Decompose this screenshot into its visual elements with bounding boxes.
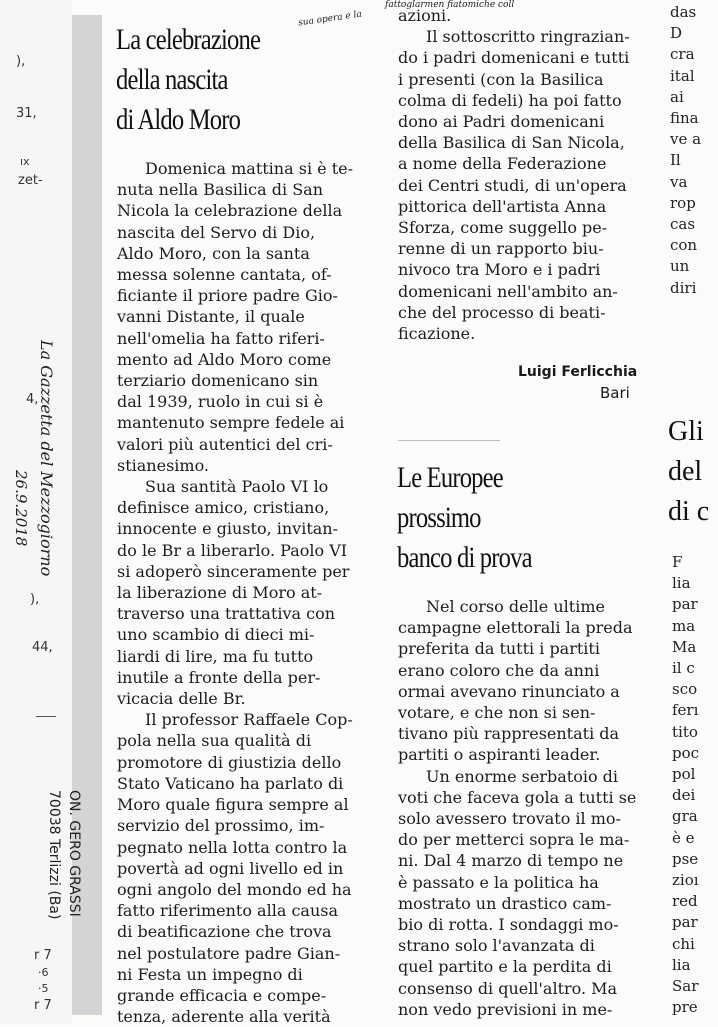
handwritten-source-note: La Gazzetta del Mezzogiorno [37, 340, 56, 577]
text-line: ma [672, 616, 696, 635]
margin-number: zet- [18, 173, 43, 188]
text-line: dei [672, 786, 696, 805]
handwritten-top-note-2: fattoglarmen fiatomiche coll [385, 0, 515, 10]
article1-continuation [398, 5, 638, 344]
text-line: do i padri domenicani e tutti [398, 48, 630, 68]
text-line: par [672, 913, 698, 932]
article2-headline [397, 458, 532, 578]
text-line: vanni Distante, il quale [117, 307, 305, 327]
text-line: ficazione. [398, 324, 476, 344]
text-line: ital [670, 66, 695, 85]
text-line: fina [670, 109, 699, 128]
text-line: F [672, 553, 683, 571]
text-line: cas [670, 215, 696, 234]
text-line: colma di fedeli) ha poi fatto [398, 90, 622, 110]
handwritten-date: 26.9.2018 [12, 470, 30, 547]
text-line: messa solenne cantata, of- [117, 265, 332, 285]
text-line: si adoperò sinceramente per [117, 561, 350, 581]
text-line: D [670, 24, 683, 43]
text-line: Sar [672, 977, 699, 996]
text-line: un [670, 257, 690, 276]
text-line: erano coloro che da anni [398, 660, 600, 680]
text-line: Ma [672, 637, 697, 656]
headline-line: Le Europee [397, 461, 503, 494]
text-line: dei Centri studi, di un'opera [398, 175, 627, 195]
text-line: pre [672, 998, 698, 1017]
stamp-name: ON. GERO GRASSI [66, 790, 82, 917]
text-line: ogni angolo del mondo ed ha [117, 879, 352, 899]
text-line: quel partito e la perdita di [398, 957, 612, 977]
text-line: chi [672, 934, 695, 953]
text-line: rop [670, 193, 696, 212]
article2-body [398, 596, 644, 1020]
text-line: mento ad Aldo Moro come [117, 349, 332, 369]
text-line: promotore di giustizia dello [117, 752, 342, 772]
text-line: azioni. [398, 6, 452, 25]
text-line: vicacia delle Br. [117, 689, 246, 709]
text-line: consenso di quell'altro. Ma [398, 978, 618, 998]
text-line: do per metterci sopra le ma- [398, 830, 630, 850]
text-line: ni Festa un impegno di [117, 964, 303, 984]
text-line: terziario domenicano sin [117, 371, 319, 391]
text-line: preferita da tutti i partiti [398, 639, 600, 659]
text-line: liardi di lire, ma fu tutto [117, 646, 314, 666]
text-line: pittorica dell'artista Anna [398, 196, 607, 216]
text-line: del [668, 456, 703, 487]
text-line: Il sottoscritto ringrazian- [426, 27, 630, 47]
text-line: i presenti (con la Basilica [398, 69, 604, 89]
text-line: Gli [668, 416, 704, 447]
right-column-top [670, 2, 718, 299]
margin-number: 44, [32, 640, 53, 655]
text-line: campagne elettorali la preda [398, 618, 633, 638]
article1-headline [116, 20, 260, 140]
text-line: ferı [672, 701, 699, 720]
text-line: traverso una trattativa con [117, 604, 336, 624]
text-line: nivoco tra Moro e i padri [398, 260, 601, 280]
text-line: fatto riferimento alla causa [117, 901, 339, 921]
text-line: zioı [672, 871, 699, 890]
text-line: bio di rotta. I sondaggi mo- [398, 915, 619, 935]
headline-line: prossimo [397, 501, 481, 534]
text-line: gra [672, 807, 698, 826]
text-line: Il [670, 151, 681, 170]
margin-number: ıx [20, 155, 30, 168]
text-line: ve a [670, 130, 702, 149]
text-line: va [670, 172, 688, 191]
text-line: servizio del prossimo, im- [117, 816, 325, 836]
text-line: domenicani nell'ambito an- [398, 281, 618, 301]
text-line: Moro quale figura sempre al [117, 795, 349, 815]
text-line: stianesimo. [117, 455, 210, 475]
text-line: ficiante il priore padre Gio- [117, 286, 338, 306]
divider [398, 440, 500, 441]
headline-line: banco di prova [397, 541, 532, 574]
headline-line: della nascita [116, 63, 228, 96]
text-line: pola nella sua qualità di [117, 731, 312, 751]
text-line: valori più autentici del cri- [117, 434, 333, 454]
text-line: nel postulatore padre Gian- [117, 943, 341, 963]
margin-number: 4, [26, 392, 39, 407]
margin-number: r 7 [34, 948, 52, 963]
text-line: lia [672, 574, 691, 593]
text-line: das [670, 3, 697, 21]
article1-author: Luigi Ferlicchia [518, 364, 638, 380]
headline-line: di Aldo Moro [116, 103, 241, 136]
text-line: Sforza, come suggello pe- [398, 218, 608, 238]
text-line: ormai avevano rinunciato a [398, 681, 620, 701]
margin-number: ·6 [38, 966, 49, 979]
margin-number: 31, [16, 106, 37, 121]
text-line: Un enorme serbatoio di [426, 766, 619, 786]
right-column-bottom [672, 552, 718, 1018]
text-line: ni. Dal 4 marzo di tempo ne [398, 851, 624, 871]
text-line: di c [668, 496, 710, 527]
text-line: Stato Vaticano ha parlato di [117, 773, 344, 793]
text-line: con [670, 236, 698, 255]
text-line: ai [670, 87, 684, 106]
text-line: definisce amico, cristiano, [117, 498, 330, 518]
text-line: tito [672, 722, 698, 741]
text-line: che del processo di beati- [398, 302, 606, 322]
text-line: voti che faceva gola a tutti se [398, 787, 637, 807]
text-line: nuta nella Basilica di San [117, 180, 323, 200]
article1-city: Bari [600, 384, 630, 402]
text-line: dono ai Padri domenicani [398, 112, 605, 132]
margin-number: r 7 [34, 998, 52, 1013]
text-line: partiti o aspiranti leader. [398, 745, 601, 765]
text-line: Nicola la celebrazione della [117, 201, 343, 221]
margin-rule [36, 716, 56, 717]
text-line: nascita del Servo di Dio, [117, 222, 316, 242]
text-line: sco [672, 680, 698, 699]
text-line: nell'omelia ha fatto riferi- [117, 328, 325, 348]
text-line: la liberazione di Moro at- [117, 583, 323, 603]
handwritten-top-note: sua opera e la [297, 9, 363, 29]
text-line: pol [672, 765, 696, 784]
text-line: par [672, 595, 698, 614]
text-line: è passato e la politica ha [398, 872, 599, 892]
text-line: tenza, aderente alla verità [117, 1007, 331, 1027]
text-line: Nel corso delle ultime [426, 597, 605, 616]
text-line: mantenuto sempre fedele ai [117, 413, 345, 433]
text-line: non vedo previsioni in me- [398, 999, 613, 1019]
text-line: uno scambio di dieci mi- [117, 625, 315, 645]
text-line: lia [672, 955, 691, 974]
text-line: di beatificazione che trova [117, 922, 332, 942]
text-line: red [672, 892, 698, 911]
text-line: innocente e giusto, invitan- [117, 519, 338, 539]
text-line: dal 1939, ruolo in cui si è [117, 392, 324, 412]
text-line: Sua santità Paolo VI lo [145, 477, 329, 497]
text-line: Aldo Moro, con la santa [117, 243, 310, 263]
right-column-headline [668, 412, 718, 532]
text-line: inutile a fronte della per- [117, 667, 321, 687]
text-line: solo avessero trovato il mo- [398, 809, 621, 829]
text-line: poc [672, 743, 700, 762]
headline-line: La celebrazione [116, 23, 261, 56]
text-line: a nome della Federazione [398, 154, 607, 174]
text-line: pse [672, 849, 699, 868]
text-line: grande efficacia e compe- [117, 985, 327, 1005]
text-line: povertà ad ogni livello ed in [117, 858, 344, 878]
text-line: pegnato nella lotta contro la [117, 837, 348, 857]
margin-number: ), [30, 592, 40, 607]
stamp-address: 70038 Terlizzi (Ba) [46, 790, 62, 920]
text-line: mostrato un drastico cam- [398, 893, 612, 913]
text-line: renne di un rapporto biu- [398, 239, 604, 259]
margin-number: ·5 [38, 982, 49, 995]
text-line: diri [670, 278, 697, 297]
text-line: votare, e che non si sen- [398, 703, 596, 723]
text-line: cra [670, 45, 695, 64]
article1-body [117, 158, 375, 1027]
margin-number: ), [16, 54, 26, 69]
text-line: tivano più rappresentati da [398, 724, 620, 744]
text-line: della Basilica di San Nicola, [398, 133, 625, 153]
text-line: Domenica mattina si è te- [145, 159, 353, 178]
text-line: Il professor Raffaele Cop- [145, 710, 353, 730]
text-line: strano solo l'avanzata di [398, 936, 595, 956]
text-line: il c [672, 659, 695, 678]
text-line: do le Br a liberarlo. Paolo VI [117, 540, 348, 560]
text-line: è e [672, 828, 695, 847]
